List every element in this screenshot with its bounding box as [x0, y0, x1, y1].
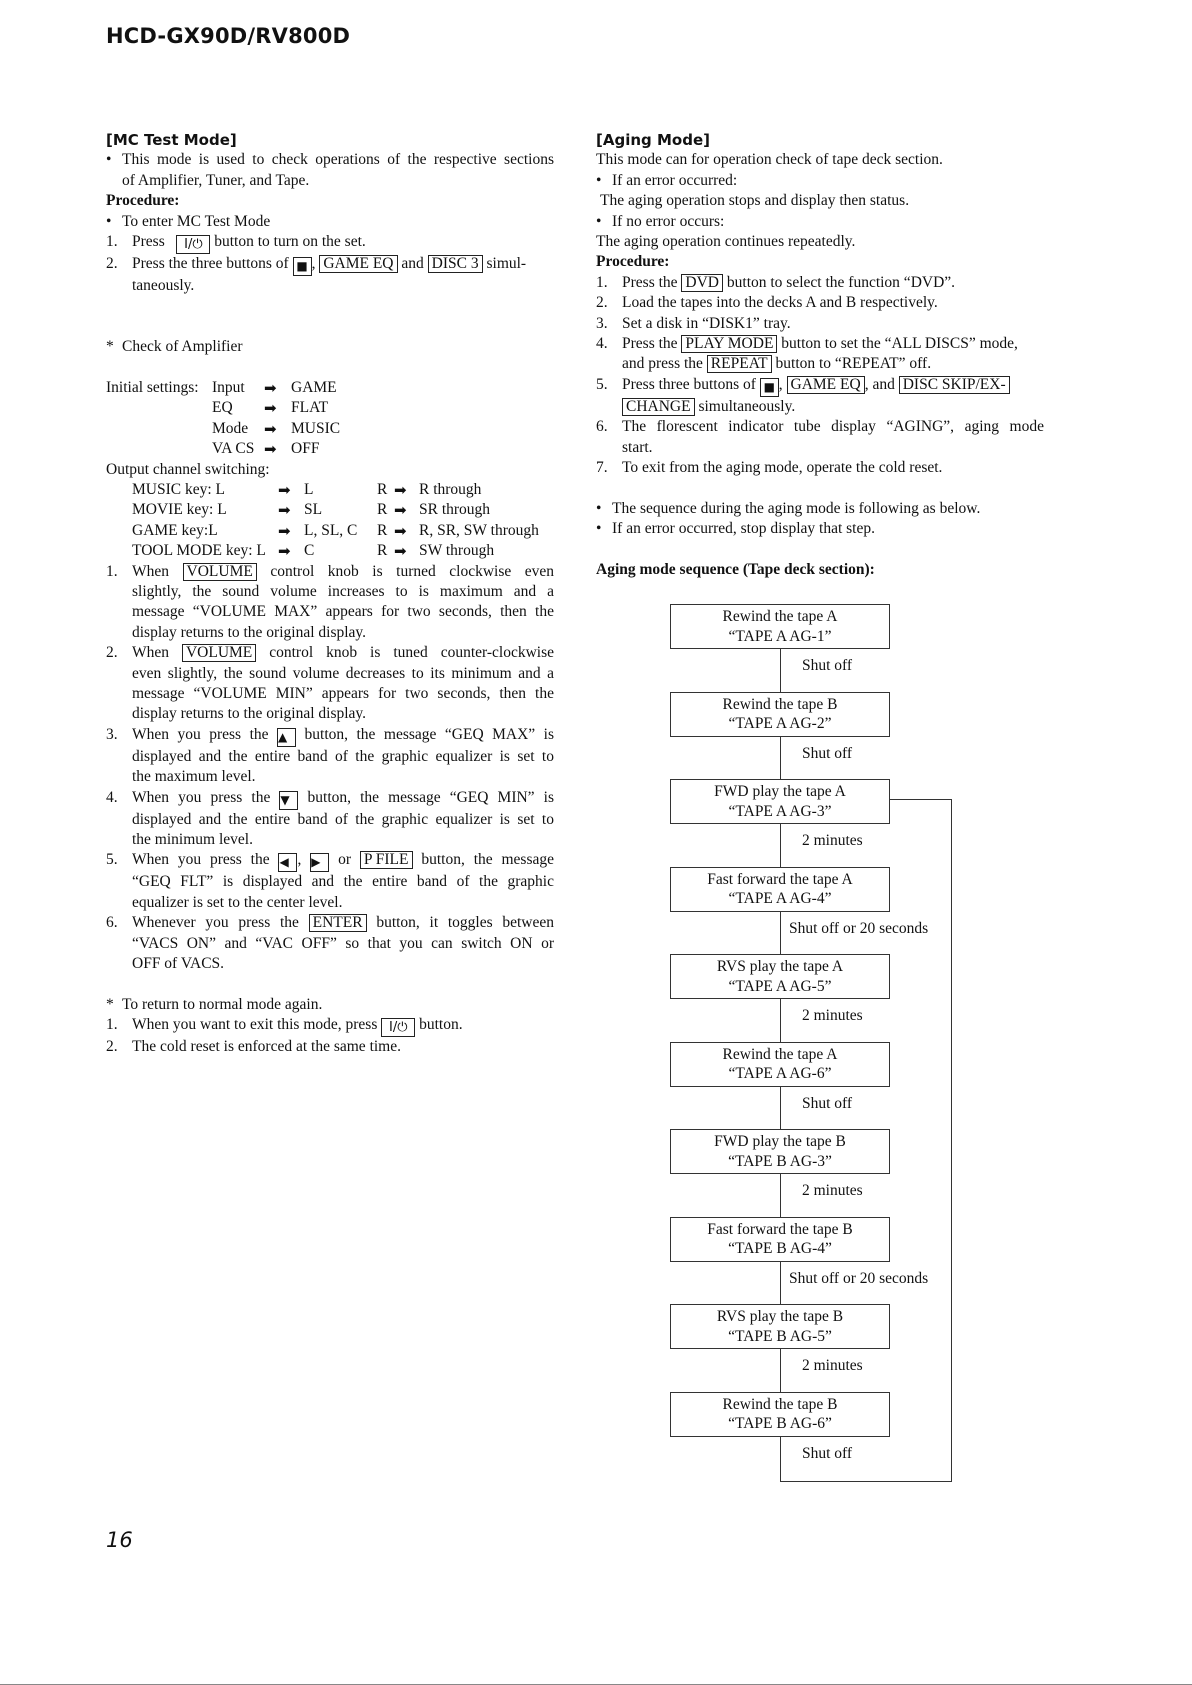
arrow-icon: ➡	[278, 501, 291, 520]
aging-mode-section: [Aging Mode] This mode can for operation check of tape deck section. • If an error occurred: The aging operation stops and display then status. • If no error occurs: The aging operation continues repeatedly. Procedure: 1. Press the DVD button to select the function “DVD”. 2. Load the tapes into the decks A and B respectively. 3. Set a disk in “DISK1” tray. 4. Press the PLAY MODE button to set the “ALL DISCS” mode, and press the REPEAT button to “REPEAT” off. 5. Press three buttons of ■ , GAME EQ , and DISC SKIP/EX- CHANGE simultaneously. 6. The florescent indicator tube display “AGING”, aging mode start. 7. To exit from the aging mode, operate the cold reset. • The sequence during the aging mode is following as below. • If an error occurred, stop display that step. Aging mode sequence (Tape deck section):	[596, 130, 1044, 581]
arrow-icon: ➡	[264, 419, 277, 438]
aging-step-4: 4. Press the PLAY MODE button to set the “ALL DISCS” mode,	[596, 335, 1018, 353]
key-volume: VOLUME	[182, 644, 256, 662]
flow-step: Rewind the tape A “TAPE A AG-1”	[670, 604, 890, 649]
aging-mode-title: [Aging Mode]	[596, 131, 710, 149]
flow-transition-label: 2 minutes	[802, 1357, 863, 1374]
aging-step-6: 6. The florescent indicator tube display “AGING”, aging mode	[596, 418, 1044, 436]
arrow-icon: ➡	[264, 440, 277, 459]
flow-transition-label: Shut off or 20 seconds	[789, 919, 929, 937]
key-p-file: P FILE	[360, 851, 413, 869]
output-channel-label: Output channel switching:	[106, 460, 270, 478]
flow-step: RVS play the tape B “TAPE B AG-5”	[670, 1304, 890, 1349]
arrow-icon: ➡	[278, 480, 291, 499]
flow-step: FWD play the tape A “TAPE A AG-3”	[670, 779, 890, 824]
flow-transition-label: Shut off	[802, 744, 853, 762]
key-enter: ENTER	[309, 914, 367, 932]
arrow-icon: ➡	[278, 521, 291, 540]
arrow-icon: ➡	[394, 501, 407, 520]
aging-procedure-heading: Procedure:	[596, 253, 670, 271]
up-arrow-icon: ▲	[277, 728, 296, 747]
return-step-1: 1. When you want to exit this mode, press I/⏻ button.	[106, 1016, 463, 1036]
mc-step-1: 1. Press I/⏻ button to turn on the set.	[106, 233, 366, 253]
arrow-icon: ➡	[394, 521, 407, 540]
aging-step-3: 3. Set a disk in “DISK1” tray.	[596, 314, 791, 332]
amp-item-3: 3. When you press the ▲ button, the message “GEQ MAX” is	[106, 725, 554, 747]
flow-transition-label: Shut off	[802, 1444, 853, 1462]
check-amplifier: * Check of Amplifier	[106, 338, 243, 356]
stop-icon: ■	[293, 257, 312, 276]
arrow-icon: ➡	[394, 480, 407, 499]
amp-item-4: 4. When you press the ▼ button, the message “GEQ MIN” is	[106, 788, 554, 810]
arrow-icon: ➡	[394, 542, 407, 561]
aging-step-5: 5. Press three buttons of ■ , GAME EQ , and DISC SKIP/EX-	[596, 375, 1044, 397]
flow-connector	[780, 1262, 781, 1305]
flow-transition-label: Shut off	[802, 1094, 853, 1112]
output-channel-table	[106, 480, 554, 562]
left-arrow-icon: ◀	[278, 853, 297, 872]
flow-connector	[780, 912, 781, 955]
stop-icon: ■	[760, 378, 779, 397]
amp-item-6: 6. Whenever you press the ENTER button, it toggles between	[106, 914, 555, 932]
arrow-icon: ➡	[264, 399, 277, 418]
flow-step: Rewind the tape B “TAPE A AG-2”	[670, 692, 890, 737]
flow-transition-label: 2 minutes	[802, 1182, 863, 1199]
power-icon: I/⏻	[381, 1018, 415, 1037]
flow-transition-label: Shut off or 20 seconds	[789, 1269, 929, 1287]
page-number: 16	[106, 1528, 133, 1552]
flow-step: Rewind the tape B “TAPE B AG-6”	[670, 1392, 890, 1437]
flow-step: FWD play the tape B “TAPE B AG-3”	[670, 1129, 890, 1174]
aging-sequence-title: Aging mode sequence (Tape deck section):	[596, 561, 875, 579]
amp-item-5: 5. When you press the ◀ , ▶ or P FILE button, the message	[106, 850, 554, 872]
key-repeat: REPEAT	[707, 355, 772, 373]
return-step-2: 2. The cold reset is enforced at the same time.	[106, 1038, 401, 1056]
amp-check-list: 1. When VOLUME control knob is turned clockwise even slightly, the sound volume increases to is maximum and a message “VOLUME MAX” appears for two seconds, then the display returns to the original display. 2. When VOLUME control knob is tuned counter-clockwise even slightly, the sound volume decreases to its minimum and a message “VOLUME MIN” appears for two seconds, then the display returns to the original display. 3. When you press the ▲ button, the message “GEQ MAX” is displayed and the entire band of the graphic equalizer is set to the maximum level. 4. When you press the ▼ button, the message “GEQ MIN” is displayed and the entire band of the graphic equalizer is set to the minimum level. 5. When you press the ◀ , ▶ or P FILE button, the message “GEQ FLT” is displayed and the entire band of the graphic equalizer is set to the center level. 6. Whenever you press the ENTER button, it toggles between “VACS ON” and “VAC OFF” so that you can switch ON or OFF of VACS.	[106, 562, 555, 973]
flow-transition-label: 2 minutes	[802, 832, 863, 849]
mc-intro: • This mode is used to check operations of the respective sections	[106, 151, 554, 169]
flow-loop-line	[780, 1481, 951, 1482]
power-icon: I/⏻	[176, 235, 210, 254]
mc-test-mode-title: [MC Test Mode]	[106, 131, 237, 149]
flow-transition-label: 2 minutes	[802, 1007, 863, 1024]
output-row: TOOL MODE key: L ➡ C R ➡ SW through	[132, 542, 495, 561]
mc-enter-bullet: • To enter MC Test Mode	[106, 212, 271, 230]
flow-connector	[780, 824, 781, 867]
key-play-mode: PLAY MODE	[681, 335, 777, 353]
mc-test-mode-section: [MC Test Mode] • This mode is used to check operations of the respective sections of Amplifier, Tuner, and Tape. Procedure: • To enter MC Test Mode 1. Press I/⏻ button to turn on the set. 2. Press the three buttons of ■ , GAME EQ and DISC 3 simul- taneously. * Check of Amplifier Initial settings: Input ➡ GAME EQ ➡ FLAT Mode ➡ MUSIC VA CS ➡ OFF Output channel switching: MUSIC key: L ➡ L R ➡ R through MOVIE key: L ➡ SL R ➡ SR through GAME key:L ➡ L, SL, C R ➡ R, SR, SW through TOOL MODE key: L ➡ C R ➡ SW through 1. When VOLUME control knob is turned clockwise even slightly, the sound volume increases to is maximum and a message “VOLUME MAX” appears for two seconds, then the display returns to the original display. 2. When VOLUME control knob is tuned counter-clockwise even slightly, the sound volume decreases to its minimum and a message “VOLUME MIN” appears for two seconds, then the display returns to the original display. 3. When you press the ▲ button, the message “GEQ MAX” is displayed and the entire band of the graphic equalizer is set to the maximum level. 4. When you press the ▼ button, the message “GEQ MIN” is displayed and the entire band of the graphic equalizer is set to the minimum level. 5. When you press the ◀ , ▶ or P FILE button, the message “GEQ FLT” is displayed and the entire band of the graphic equalizer is set to the center level. 6. Whenever you press the ENTER button, it toggles between “VACS ON” and “VAC OFF” so that you can switch ON or OFF of VACS. * To return to normal mode again. 1. When you want to exit this mode, press I/⏻ button. 2. The cold reset is enforced at the same time.	[106, 130, 554, 1058]
arrow-icon: ➡	[278, 542, 291, 561]
flow-connector	[780, 649, 781, 692]
flow-loop-line	[890, 799, 952, 800]
aging-step-1: 1. Press the DVD button to select the function “DVD”.	[596, 273, 956, 291]
output-row: MOVIE key: L ➡ SL R ➡ SR through	[132, 501, 491, 520]
mc-procedure-heading: Procedure:	[106, 192, 180, 210]
initial-settings: Initial settings: Input ➡ GAME EQ ➡ FLAT Mode ➡ MUSIC VA CS ➡ OFF	[106, 379, 341, 459]
down-arrow-icon: ▼	[279, 791, 298, 810]
key-change: CHANGE	[622, 398, 695, 416]
flow-connector	[780, 1437, 781, 1481]
mc-step-2: 2. Press the three buttons of ■ , GAME EQ and DISC 3 simul-	[106, 254, 554, 276]
aging-step-2: 2. Load the tapes into the decks A and B respectively.	[596, 294, 938, 312]
amp-item-1: 1. When VOLUME control knob is turned clockwise even	[106, 562, 555, 580]
flow-step: Fast forward the tape A “TAPE A AG-4”	[670, 867, 890, 912]
flow-loop-line	[951, 799, 952, 1482]
amp-item-2: 2. When VOLUME control knob is tuned counter-clockwise	[106, 644, 555, 662]
key-disc-3: DISC 3	[428, 255, 483, 273]
key-volume: VOLUME	[183, 563, 257, 581]
flow-connector	[780, 1087, 781, 1130]
key-game-eq: GAME EQ	[319, 255, 397, 273]
aging-step-7: 7. To exit from the aging mode, operate the cold reset.	[596, 459, 943, 477]
arrow-icon: ➡	[264, 379, 277, 398]
flow-step: Rewind the tape A “TAPE A AG-6”	[670, 1042, 890, 1087]
output-row: GAME key:L ➡ L, SL, C R ➡ R, SR, SW through	[132, 521, 539, 540]
output-row: MUSIC key: L ➡ L R ➡ R through	[132, 480, 482, 499]
flow-connector	[780, 737, 781, 780]
flow-step: RVS play the tape A “TAPE A AG-5”	[670, 954, 890, 999]
key-game-eq: GAME EQ	[787, 376, 865, 394]
right-arrow-icon: ▶	[310, 853, 329, 872]
flow-transition-label: Shut off	[802, 657, 853, 674]
return-normal-mode: * To return to normal mode again.	[106, 995, 323, 1013]
key-dvd: DVD	[681, 274, 723, 292]
flow-connector	[780, 1349, 781, 1392]
flow-step: Fast forward the tape B “TAPE B AG-4”	[670, 1217, 890, 1262]
model-header: HCD-GX90D/RV800D	[106, 24, 351, 48]
flow-connector	[780, 999, 781, 1042]
flow-connector	[780, 1174, 781, 1217]
key-disc-skip: DISC SKIP/EX-	[899, 376, 1010, 394]
